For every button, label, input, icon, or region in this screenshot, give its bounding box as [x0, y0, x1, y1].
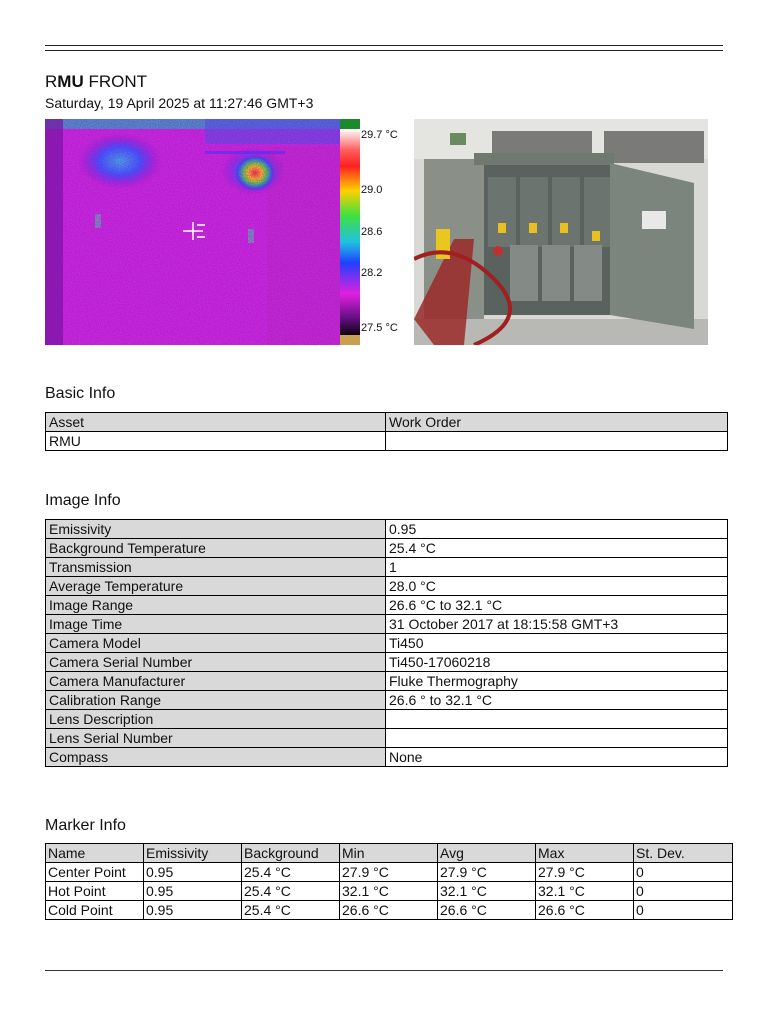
table-row [46, 901, 733, 920]
table-row [46, 863, 733, 882]
marker-cell: 26.6 °C [340, 901, 438, 920]
marker-column-header: Max [536, 844, 634, 863]
marker-cell: 0.95 [144, 901, 242, 920]
marker-cell: 32.1 °C [536, 882, 634, 901]
marker-cell: 32.1 °C [438, 882, 536, 901]
table-row [46, 558, 728, 577]
basic-info-heading: Basic Info [45, 385, 116, 402]
image-info-value: 0.95 [386, 520, 728, 539]
image-info-value: 1 [386, 558, 728, 577]
table-row [46, 882, 733, 901]
table-row [46, 729, 728, 748]
table-row [46, 748, 728, 767]
thermal-image [45, 119, 340, 345]
image-info-value: 25.4 °C [386, 539, 728, 558]
footer-rule [45, 970, 723, 971]
image-info-value: None [386, 748, 728, 767]
marker-cell: 0 [634, 863, 733, 882]
scale-label: 29.0 [361, 184, 383, 196]
marker-cell: 27.9 °C [536, 863, 634, 882]
column-header-asset: Asset [46, 413, 386, 432]
image-info-key: Camera Manufacturer [46, 672, 386, 691]
image-info-key: Transmission [46, 558, 386, 577]
image-info-value: 26.6 ° to 32.1 °C [386, 691, 728, 710]
image-info-key: Camera Serial Number [46, 653, 386, 672]
marker-column-header: Avg [438, 844, 536, 863]
table-row [46, 672, 728, 691]
image-info-key: Camera Model [46, 634, 386, 653]
scale-label-max: 29.7 °C [361, 129, 398, 141]
report-title: RMU FRONT [45, 72, 148, 91]
marker-cell: Center Point [46, 863, 144, 882]
table-row [46, 596, 728, 615]
table-row [46, 634, 728, 653]
table-header-row [46, 413, 728, 432]
marker-cell: 0 [634, 901, 733, 920]
image-info-key: Calibration Range [46, 691, 386, 710]
table-row [46, 653, 728, 672]
work-order-value [386, 432, 728, 451]
marker-cell: 27.9 °C [438, 863, 536, 882]
image-info-key: Compass [46, 748, 386, 767]
image-info-value: Ti450-17060218 [386, 653, 728, 672]
marker-cell: 0.95 [144, 863, 242, 882]
image-info-value: 31 October 2017 at 18:15:58 GMT+3 [386, 615, 728, 634]
marker-column-header: St. Dev. [634, 844, 733, 863]
scale-label: 28.6 [361, 226, 383, 238]
table-row [46, 539, 728, 558]
marker-cell: 25.4 °C [242, 882, 340, 901]
image-info-value: Fluke Thermography [386, 672, 728, 691]
scale-label-min: 27.5 °C [361, 322, 398, 334]
marker-cell: 32.1 °C [340, 882, 438, 901]
marker-cell: 27.9 °C [340, 863, 438, 882]
marker-info-heading: Marker Info [45, 817, 126, 834]
column-header-work-order: Work Order [386, 413, 728, 432]
marker-column-header: Emissivity [144, 844, 242, 863]
image-info-key: Lens Serial Number [46, 729, 386, 748]
image-info-heading: Image Info [45, 492, 121, 509]
image-info-table [45, 519, 728, 767]
image-info-key: Image Time [46, 615, 386, 634]
table-row [46, 710, 728, 729]
temperature-scale-bar [340, 119, 360, 345]
table-row [46, 691, 728, 710]
image-info-value: 28.0 °C [386, 577, 728, 596]
marker-cell: 0.95 [144, 882, 242, 901]
table-row [46, 432, 728, 451]
marker-cell: 25.4 °C [242, 901, 340, 920]
marker-column-header: Min [340, 844, 438, 863]
report-date: Saturday, 19 April 2025 at 11:27:46 GMT+3 [45, 95, 314, 111]
scale-label: 28.2 [361, 267, 383, 279]
asset-value: RMU [46, 432, 386, 451]
image-info-value: 26.6 °C to 32.1 °C [386, 596, 728, 615]
image-info-value: Ti450 [386, 634, 728, 653]
marker-column-header: Name [46, 844, 144, 863]
image-info-key: Average Temperature [46, 577, 386, 596]
image-info-key: Lens Description [46, 710, 386, 729]
table-row [46, 520, 728, 539]
marker-cell: Cold Point [46, 901, 144, 920]
header-rule [45, 45, 723, 46]
basic-info-table [45, 412, 728, 451]
table-header-row [46, 844, 733, 863]
marker-column-header: Background [242, 844, 340, 863]
header-rule [45, 50, 723, 51]
marker-cell: 26.6 °C [438, 901, 536, 920]
marker-cell: 0 [634, 882, 733, 901]
marker-cell: 26.6 °C [536, 901, 634, 920]
visible-light-photo [414, 119, 708, 345]
table-row [46, 577, 728, 596]
image-info-value [386, 729, 728, 748]
table-row [46, 615, 728, 634]
marker-info-table [45, 843, 733, 920]
image-info-key: Background Temperature [46, 539, 386, 558]
marker-cell: 25.4 °C [242, 863, 340, 882]
marker-cell: Hot Point [46, 882, 144, 901]
image-info-key: Image Range [46, 596, 386, 615]
image-info-value [386, 710, 728, 729]
image-info-key: Emissivity [46, 520, 386, 539]
